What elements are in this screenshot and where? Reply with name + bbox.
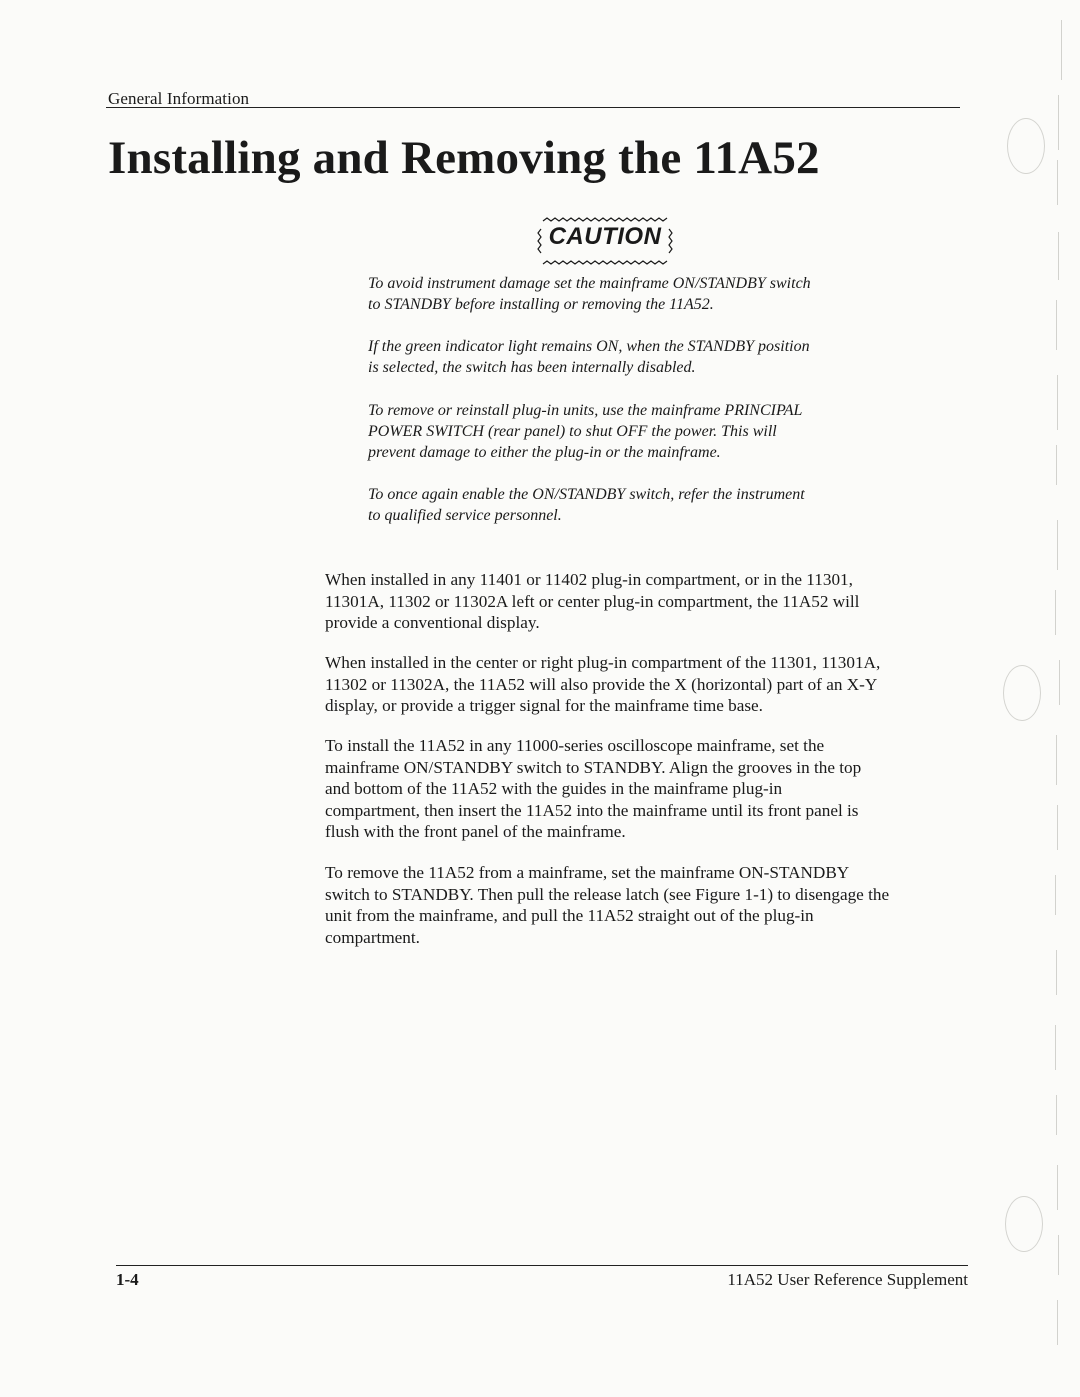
page-title: Installing and Removing the 11A52 (108, 132, 820, 184)
edge-mark (1058, 232, 1059, 280)
body-paragraph-4 (325, 862, 975, 948)
edge-mark (1057, 375, 1058, 430)
caution-note-line: To remove or reinstall plug-in units, use the mainframe PRINCIPAL (368, 402, 803, 419)
caution-note-1 (368, 273, 888, 315)
body-line: mainframe ON/STANDBY switch to STANDBY. Align the grooves in the top (325, 757, 862, 777)
body-paragraph-2 (325, 652, 975, 717)
caution-note-line: POWER SWITCH (rear panel) to shut OFF the power. This will (368, 423, 777, 440)
body-line: compartment, then insert the 11A52 into the mainframe until its front panel is (325, 800, 859, 820)
caution-note-line: prevent damage to either the plug-in or the mainframe. (368, 444, 721, 461)
caution-note-4 (368, 484, 888, 526)
body-line: When installed in any 11401 or 11402 plug-in compartment, or in the 11301, (325, 570, 853, 589)
body-line: unit from the mainframe, and pull the 11A52 straight out of the plug-in (325, 906, 814, 925)
document-title: 11A52 User Reference Supplement (727, 1270, 968, 1289)
edge-mark (1056, 1095, 1057, 1135)
edge-mark (1055, 590, 1056, 635)
edge-mark (1058, 1235, 1059, 1275)
edge-mark (1058, 95, 1059, 150)
body-line: To install the 11A52 in any 11000-series oscilloscope mainframe, set the (325, 736, 825, 755)
caution-note-line: is selected, the switch has been internally disabled. (368, 359, 696, 376)
caution-label: CAUTION (548, 223, 662, 250)
caution-note-line: to STANDBY before installing or removing the 11A52. (368, 296, 714, 313)
page-number: 1-4 (116, 1270, 139, 1289)
caution-note-2 (368, 336, 888, 378)
caution-badge (537, 215, 673, 267)
edge-mark (1057, 520, 1058, 570)
edge-mark (1056, 950, 1057, 995)
edge-mark (1056, 735, 1057, 785)
body-line: To remove the 11A52 from a mainframe, set the mainframe ON-STANDBY (325, 863, 850, 882)
binder-hole (1007, 118, 1045, 174)
edge-mark (1055, 1025, 1056, 1070)
binder-hole (1003, 665, 1041, 721)
body-paragraph-3 (325, 735, 975, 843)
caution-note-line: To avoid instrument damage set the mainframe ON/STANDBY switch (368, 275, 811, 292)
edge-mark (1057, 1165, 1058, 1210)
body-line: and bottom of the 11A52 with the guides in the mainframe plug-in (325, 779, 783, 798)
body-line: 11302 or 11302A, the 11A52 will also provide the X (horizontal) part of an X-Y (325, 674, 878, 694)
caution-note-line: To once again enable the ON/STANDBY switch, refer the instrument (368, 486, 805, 503)
section-label: General Information (108, 89, 250, 108)
binder-hole (1005, 1196, 1043, 1252)
caution-note-3 (368, 400, 888, 463)
edge-mark (1056, 300, 1057, 350)
body-paragraph-1 (325, 569, 975, 634)
body-line: provide a conventional display. (325, 613, 540, 632)
footer-rule (116, 1265, 968, 1266)
edge-mark (1056, 445, 1057, 485)
body-line: display, or provide a trigger signal for the mainframe time base. (325, 696, 763, 715)
caution-note-line: If the green indicator light remains ON, when the STANDBY position (368, 338, 810, 355)
header-rule (106, 107, 960, 108)
edge-mark (1055, 875, 1056, 915)
edge-mark (1057, 160, 1058, 205)
edge-mark (1057, 1300, 1058, 1345)
body-line: compartment. (325, 927, 420, 947)
body-line: switch to STANDBY. Then pull the release latch (see Figure 1-1) to disengage the (325, 884, 890, 904)
body-line: When installed in the center or right plug-in compartment of the 11301, 11301A, (325, 653, 881, 672)
edge-mark (1061, 20, 1062, 80)
edge-mark (1057, 805, 1058, 850)
body-line: 11301A, 11302 or 11302A left or center plug-in compartment, the 11A52 will (325, 591, 860, 611)
caution-note-line: to qualified service personnel. (368, 507, 562, 524)
body-line: flush with the front panel of the mainframe. (325, 822, 626, 841)
edge-mark (1059, 660, 1060, 705)
